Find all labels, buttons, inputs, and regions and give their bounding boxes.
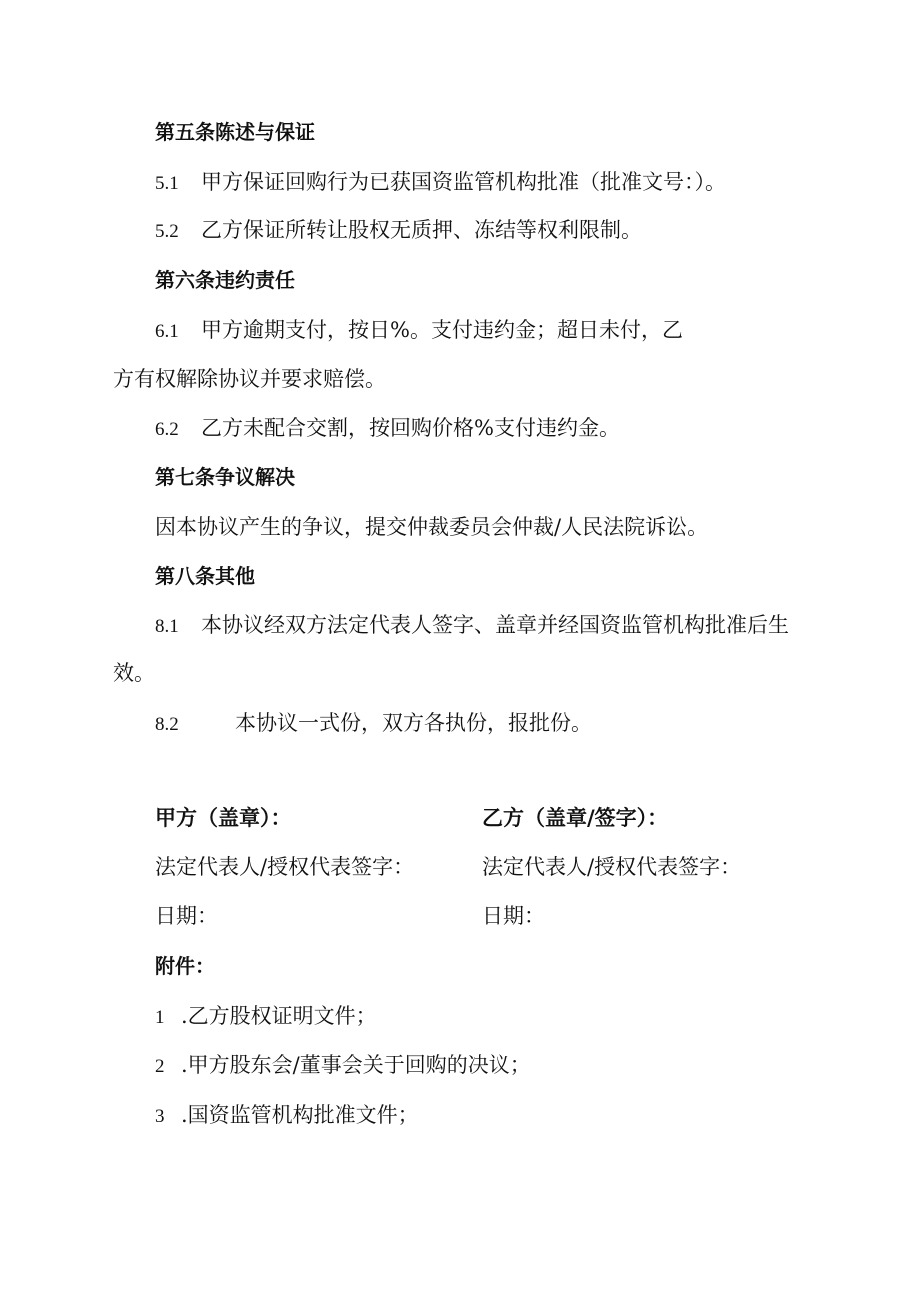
clause-text: 甲方逾期支付，按日%。支付违约金；超日未付，乙 — [201, 318, 683, 342]
clause-text: 乙方保证所转让股权无质押、冻结等权利限制。 — [201, 218, 642, 242]
clause-5-2 — [155, 215, 642, 247]
clause-text: 本协议经双方法定代表人签字、盖章并经国资监管机构批准后生 — [201, 613, 789, 637]
party-b-rep-signature: 法定代表人/授权代表签字： — [482, 855, 742, 879]
attachment-text: .乙方股权证明文件； — [181, 1004, 377, 1028]
clause-number: 5.2 — [155, 221, 179, 242]
clause-number: 8.2 — [155, 714, 179, 735]
attachment-text: .国资监管机构批准文件； — [181, 1103, 419, 1127]
clause-8-1-continued: 效。 — [113, 661, 155, 685]
article-8-heading: 第八条其他 — [155, 564, 255, 588]
article-6-heading: 第六条违约责任 — [155, 268, 295, 292]
party-a-title: 甲方（盖章）： — [155, 806, 292, 830]
clause-number: 8.1 — [155, 616, 179, 637]
attachment-text: .甲方股东会/董事会关于回购的决议； — [181, 1053, 531, 1077]
clause-6-1 — [155, 315, 683, 347]
clause-6-1-continued: 方有权解除协议并要求赔偿。 — [113, 367, 386, 391]
clause-text: 本协议一式份，双方各执份，报批份。 — [235, 711, 592, 735]
clause-text: 甲方保证回购行为已获国资监管机构批准（批准文号：）。 — [201, 170, 726, 194]
clause-number: 5.1 — [155, 173, 179, 194]
clause-text: 乙方未配合交割，按回购价格%支付违约金。 — [201, 416, 620, 440]
party-a-rep-signature: 法定代表人/授权代表签字： — [155, 855, 415, 879]
attachment-item — [155, 1100, 419, 1132]
party-a-date: 日期： — [155, 904, 218, 928]
clause-6-2 — [155, 413, 620, 445]
clause-number: 6.2 — [155, 419, 179, 440]
attachment-item — [155, 1001, 377, 1033]
clause-8-1 — [155, 610, 789, 642]
party-b-date: 日期： — [482, 904, 545, 928]
attachment-number: 1 — [155, 1007, 165, 1028]
attachment-item — [155, 1050, 531, 1082]
article-7-text: 因本协议产生的争议，提交仲裁委员会仲裁/人民法院诉讼。 — [155, 515, 709, 539]
attachment-number: 2 — [155, 1056, 165, 1077]
party-b-title: 乙方（盖章/签字）： — [482, 806, 669, 830]
attachments-heading: 附件： — [155, 954, 215, 978]
clause-number: 6.1 — [155, 321, 179, 342]
attachment-number: 3 — [155, 1106, 165, 1127]
clause-5-1 — [155, 167, 726, 199]
article-5-heading: 第五条陈述与保证 — [155, 120, 315, 144]
article-7-heading: 第七条争议解决 — [155, 465, 295, 489]
clause-8-2 — [155, 708, 592, 740]
